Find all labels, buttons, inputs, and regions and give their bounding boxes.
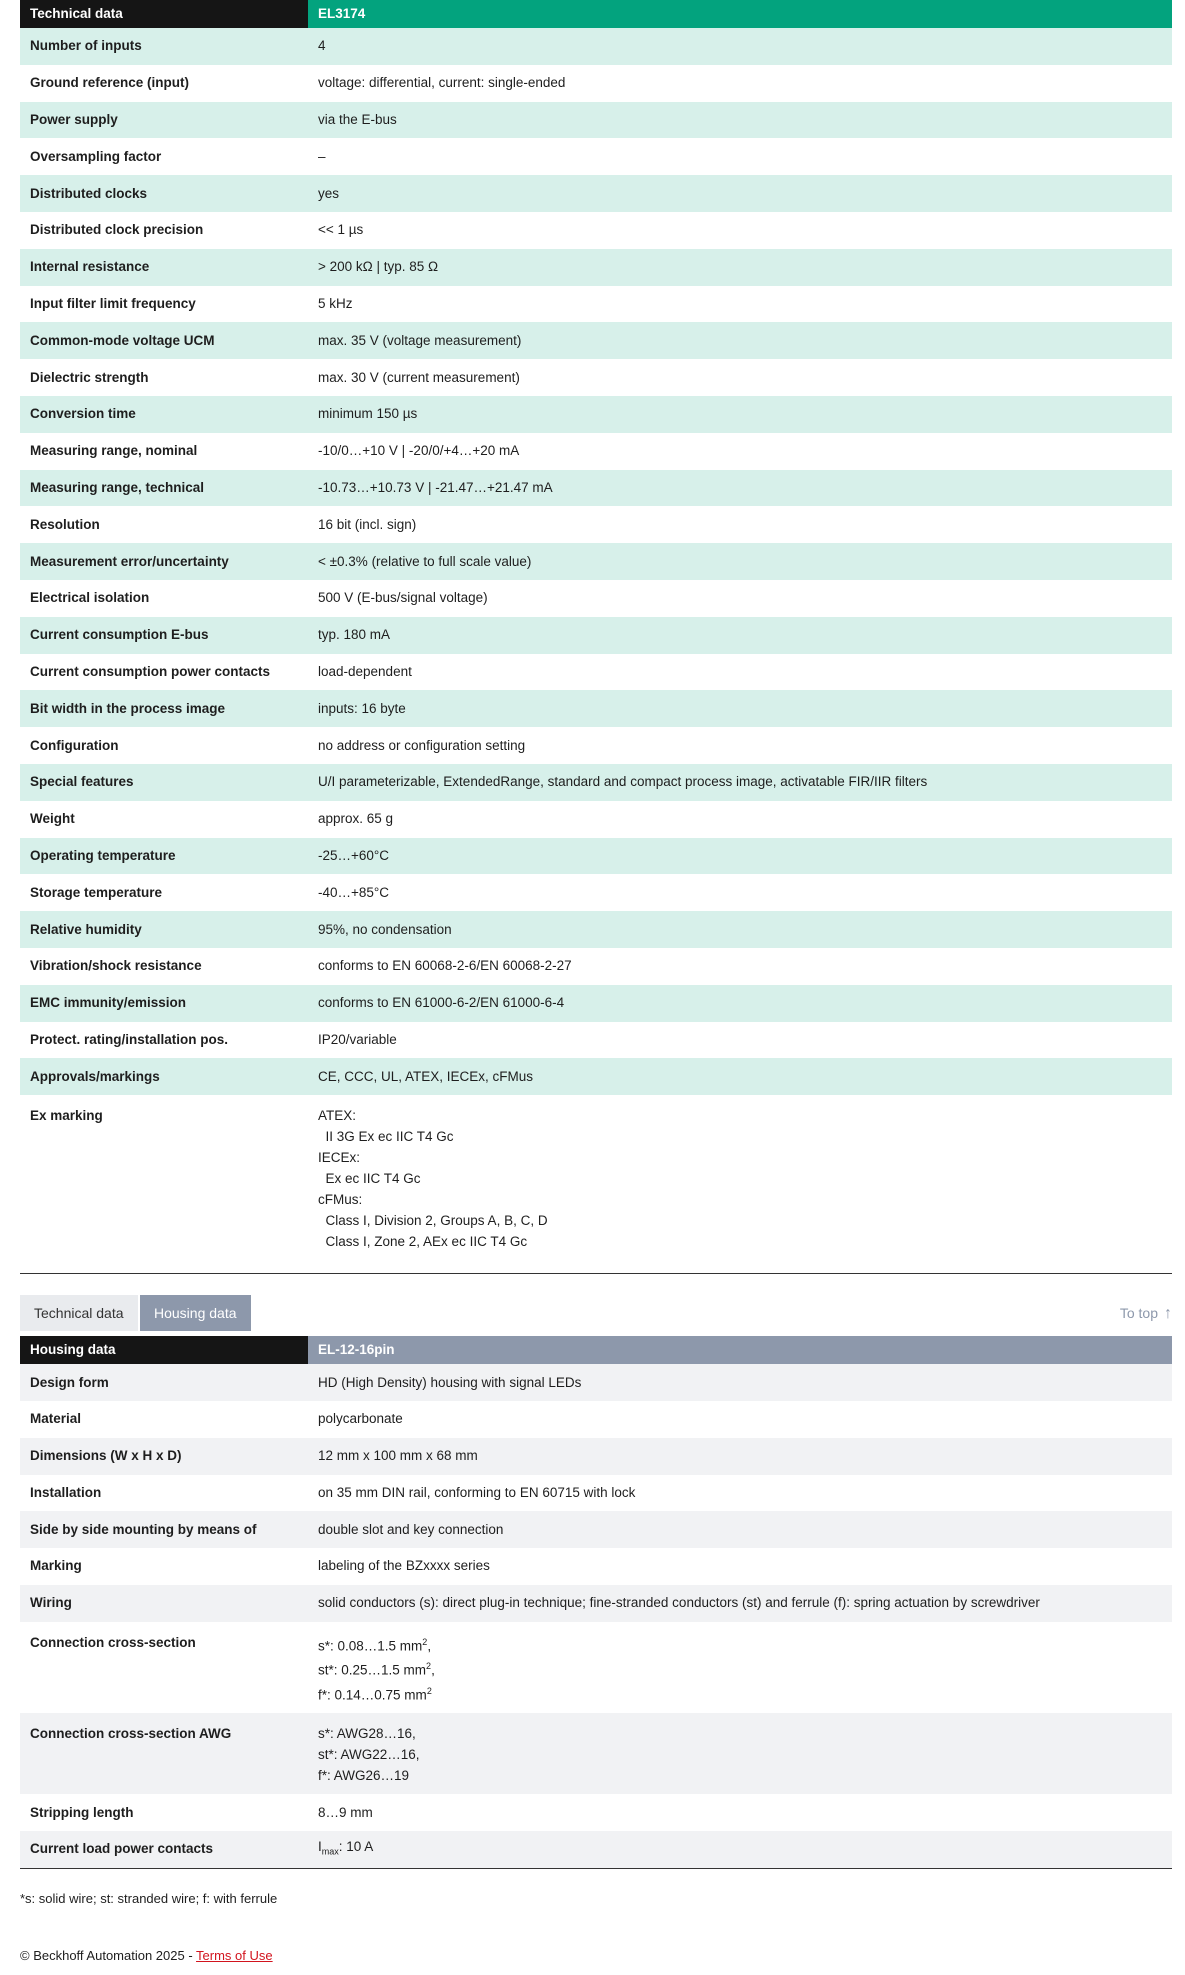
row-value: via the E-bus [308, 102, 1172, 139]
table-row [20, 654, 1172, 691]
table-row [20, 764, 1172, 801]
row-value: -25…+60°C [308, 838, 1172, 875]
row-label: Weight [30, 811, 75, 827]
row-label: Protect. rating/installation pos. [30, 1031, 229, 1047]
table-row [20, 617, 1172, 654]
table-row [20, 433, 1172, 470]
table-row [20, 727, 1172, 764]
arrow-up-icon: ↑ [1164, 1305, 1172, 1323]
cross-section-line: s*: 0.08…1.5 $mm^2$, [318, 1636, 432, 1654]
row-label: Ground reference (input) [30, 75, 190, 91]
table-row [20, 1548, 1172, 1585]
row-value [308, 1622, 1172, 1714]
table-row [20, 28, 1172, 65]
row-value: double slot and key connection [308, 1511, 1172, 1548]
row-label: Stripping length [30, 1804, 134, 1820]
row-value: approx. 65 g [318, 811, 394, 827]
table-row [20, 212, 1172, 249]
table-row-cross-section-awg [20, 1713, 1172, 1794]
table-row [20, 138, 1172, 175]
row-value: conforms to EN 60068-2-6/EN 60068-2-27 [318, 958, 572, 974]
table-header-row [20, 1336, 1172, 1364]
to-top-label: To top [1119, 1305, 1158, 1322]
row-value: -40…+85°C [318, 884, 390, 900]
footnote: *s: solid wire; st: stranded wire; f: with ferrule [20, 1890, 278, 1906]
row-label: Oversampling factor [30, 148, 162, 164]
row-label: Electrical isolation [30, 590, 150, 606]
row-label: Internal resistance [20, 249, 308, 286]
row-label: Distributed clock precision [30, 222, 204, 238]
row-value: no address or configuration setting [318, 737, 526, 753]
row-label: Connection cross-section AWG [20, 1713, 308, 1794]
row-label: Distributed clocks [20, 175, 308, 212]
row-label: Side by side mounting by means of [20, 1511, 308, 1548]
row-value: polycarbonate [318, 1411, 403, 1427]
row-label: Resolution [30, 516, 100, 532]
table-row-cross-section [20, 1622, 1172, 1714]
row-value: $I_{max}$: 10 A [308, 1831, 1172, 1868]
table-row-ex-marking [20, 1095, 1172, 1274]
row-value: IP20/variable [318, 1031, 397, 1047]
table-row [20, 948, 1172, 985]
table-row [20, 985, 1172, 1022]
row-label: EMC immunity/emission [20, 985, 308, 1022]
table-row [20, 543, 1172, 580]
row-label: Approvals/markings [20, 1058, 308, 1095]
row-value: labeling of the BZxxxx series [318, 1558, 490, 1574]
table-row [20, 396, 1172, 433]
table-row [20, 470, 1172, 507]
table-row [20, 1058, 1172, 1095]
row-value: max. 35 V (voltage measurement) [308, 322, 1172, 359]
table-row [20, 322, 1172, 359]
row-value: 5 kHz [318, 295, 353, 311]
row-label: Vibration/shock resistance [30, 958, 202, 974]
housing-type-header: EL-12-16pin [308, 1336, 1172, 1364]
awg-line: f*: AWG26…19 [318, 1768, 410, 1784]
row-label: Conversion time [20, 396, 308, 433]
cross-section-line: st*: 0.25…1.5 $mm^2$, [318, 1661, 435, 1678]
row-value: 12 mm x 100 mm x 68 mm [308, 1438, 1172, 1475]
row-value: -10.73…+10.73 V | -21.47…+21.47 mA [308, 470, 1172, 507]
table-row [20, 359, 1172, 396]
row-value: CE, CCC, UL, ATEX, IECEx, cFMus [308, 1058, 1172, 1095]
row-value: << 1 µs [318, 222, 364, 238]
row-value: 500 V (E-bus/signal voltage) [318, 590, 488, 606]
table-header-row [20, 0, 1172, 28]
cross-section-line: f*: 0.14…0.75 $mm^2$ [318, 1685, 432, 1703]
table-row [20, 175, 1172, 212]
row-value: typ. 180 mA [308, 617, 1172, 654]
row-label: Current consumption E-bus [20, 617, 308, 654]
row-label: Current load power contacts [20, 1831, 308, 1868]
row-value: load-dependent [318, 663, 412, 679]
to-top-link[interactable] [1120, 1295, 1172, 1331]
row-label: Number of inputs [20, 28, 308, 65]
row-label: Design form [20, 1364, 308, 1401]
table-row [20, 1511, 1172, 1548]
row-label: Special features [20, 764, 308, 801]
row-value: max. 30 V (current measurement) [318, 369, 520, 385]
row-value: < ±0.3% (relative to full scale value) [308, 543, 1172, 580]
row-label: Operating temperature [20, 838, 308, 875]
row-label: Configuration [30, 737, 119, 753]
row-value: > 200 kΩ | typ. 85 Ω [308, 249, 1172, 286]
table-row [20, 874, 1172, 911]
row-label: Connection cross-section [30, 1634, 196, 1650]
section-tab-bar [20, 1274, 1172, 1336]
row-value: ATEX: II 3G Ex ec IIC T4 Gc IECEx: Ex ec IIC T4 Gc cFMus: Class I, Division 2, Groups A, B, C, D Class I, Zone 2, AEx ec IIC T4 Gc [318, 1108, 548, 1250]
row-value: minimum 150 µs [308, 396, 1172, 433]
awg-line: st*: AWG22…16, [318, 1747, 420, 1763]
page-content [20, 0, 1172, 1963]
row-value: inputs: 16 byte [308, 690, 1172, 727]
row-value: – [318, 148, 326, 164]
row-value: on 35 mm DIN rail, conforming to EN 60715 with lock [318, 1484, 636, 1500]
row-label: Power supply [20, 102, 308, 139]
table-row [20, 838, 1172, 875]
row-label: Storage temperature [30, 884, 163, 900]
technical-data-table [20, 0, 1172, 1274]
table-row [20, 1364, 1172, 1401]
table-row [20, 1022, 1172, 1059]
row-value: 8…9 mm [318, 1804, 373, 1820]
row-label: Relative humidity [20, 911, 308, 948]
row-label: Dimensions (W x H x D) [20, 1438, 308, 1475]
housing-data-header-label: Housing data [20, 1336, 308, 1364]
row-value: U/I parameterizable, ExtendedRange, standard and compact process image, activatable FIR/IIR filters [308, 764, 1172, 801]
row-label: Common-mode voltage UCM [20, 322, 308, 359]
row-label: Marking [30, 1558, 82, 1574]
tab-housing-data[interactable]: Housing data [140, 1295, 251, 1331]
copyright-text: © Beckhoff Automation 2025 - [20, 1947, 197, 1963]
row-value: solid conductors (s): direct plug-in technique; fine-stranded conductors (st) and ferrule (f): spring actuation by screwdriver [308, 1585, 1172, 1622]
table-row [20, 1438, 1172, 1475]
row-value: 4 [308, 28, 1172, 65]
row-label: Current consumption power contacts [30, 663, 271, 679]
table-row [20, 249, 1172, 286]
table-row [20, 911, 1172, 948]
row-value: 16 bit (incl. sign) [318, 516, 417, 532]
row-value: -10/0…+10 V | -20/0/+4…+20 mA [318, 443, 520, 459]
tab-technical-data[interactable]: Technical data [20, 1295, 138, 1331]
table-row [20, 65, 1172, 102]
terms-of-use-link[interactable]: Terms of Use [196, 1947, 273, 1963]
table-row-stripping-length [20, 1794, 1172, 1831]
table-row [20, 102, 1172, 139]
row-label: Wiring [20, 1585, 308, 1622]
row-label: Material [30, 1411, 82, 1427]
row-label: Measurement error/uncertainty [20, 543, 308, 580]
row-value: HD (High Density) housing with signal LEDs [308, 1364, 1172, 1401]
table-row [20, 286, 1172, 323]
row-value: voltage: differential, current: single-ended [318, 75, 566, 91]
product-code-header: EL3174 [308, 0, 1172, 28]
table-row [20, 580, 1172, 617]
row-value [308, 1713, 1172, 1794]
row-label: Installation [30, 1484, 102, 1500]
row-value: conforms to EN 61000-6-2/EN 61000-6-4 [308, 985, 1172, 1022]
row-label: Ex marking [30, 1108, 103, 1124]
awg-line: s*: AWG28…16, [318, 1726, 416, 1742]
row-value: yes [308, 175, 1172, 212]
table-row-current-load [20, 1831, 1172, 1868]
table-row [20, 1585, 1172, 1622]
table-row [20, 1401, 1172, 1438]
row-label: Measuring range, nominal [30, 443, 198, 459]
table-row [20, 690, 1172, 727]
table-row [20, 801, 1172, 838]
row-label: Measuring range, technical [20, 470, 308, 507]
housing-data-table [20, 1336, 1172, 1869]
row-label: Input filter limit frequency [30, 295, 196, 311]
technical-data-header-label: Technical data [20, 0, 308, 28]
row-label: Bit width in the process image [20, 690, 308, 727]
table-row [20, 1475, 1172, 1512]
row-label: Dielectric strength [30, 369, 149, 385]
table-row [20, 506, 1172, 543]
footer-copyright [20, 1948, 1172, 1963]
row-value: 95%, no condensation [308, 911, 1172, 948]
